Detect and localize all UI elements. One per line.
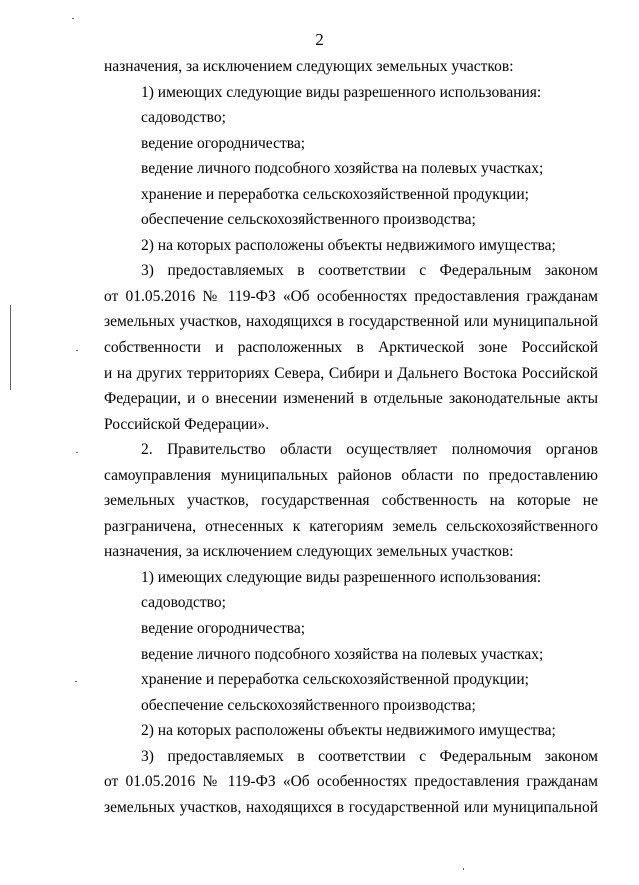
text-line: от 01.05.2016 № 119-ФЗ «Об особенностях предоставления гражданам (104, 773, 598, 791)
scan-artifact-dot (76, 452, 78, 453)
text-line: земельных участков, государственная собственность на которые не (104, 492, 598, 510)
text-line: хранение и переработка сельскохозяйственной продукции; (141, 671, 529, 689)
text-line: назначения, за исключением следующих земельных участков: (104, 58, 514, 75)
text-line: садоводство; (141, 109, 226, 127)
scan-artifact-dot (75, 681, 77, 682)
text-line: 2) на которых расположены объекты недвижимого имущества; (141, 236, 556, 254)
text-line: обеспечение сельскохозяйственного производства; (141, 211, 476, 229)
scan-artifact-dot (76, 350, 78, 351)
text-line: ведение огородничества; (141, 620, 306, 638)
text-line: садоводство; (141, 594, 226, 612)
text-line: 1) имеющих следующие виды разрешенного использования: (141, 568, 542, 586)
scan-artifact-dot (72, 18, 74, 19)
text-line: ведение огородничества; (141, 134, 306, 152)
text-line: хранение и переработка сельскохозяйственной продукции; (141, 185, 529, 203)
text-line: Федерации, и о внесении изменений в отдельные законодательные акты (104, 390, 598, 408)
scan-artifact-dot (463, 868, 464, 870)
text-line: 2. Правительство области осуществляет полномочия органов (141, 441, 598, 459)
text-line: назначения, за исключением следующих земельных участков: (104, 543, 514, 561)
text-line: и на других территориях Севера, Сибири и Дальнего Востока Российской (104, 364, 598, 382)
text-line: 3) предоставляемых в соответствии с Федеральным законом (141, 262, 598, 280)
text-line: самоуправления муниципальных районов области по предоставлению (104, 466, 598, 484)
text-line: 3) предоставляемых в соответствии с Федеральным законом (141, 747, 598, 765)
text-line: земельных участков, находящихся в государственной или муниципальной (104, 798, 598, 816)
text-line: от 01.05.2016 № 119-ФЗ «Об особенностях предоставления гражданам (104, 287, 598, 305)
page-number: 2 (315, 30, 324, 49)
text-line: Российской Федерации». (104, 415, 270, 433)
text-line: разграничена, отнесенных к категориям земель сельскохозяйственного (104, 517, 598, 535)
text-line: 1) имеющих следующие виды разрешенного использования: (141, 83, 542, 101)
text-line: собственности и расположенных в Арктической зоне Российской (104, 339, 598, 357)
scan-artifact-line (10, 305, 11, 390)
document-body (104, 54, 598, 820)
text-line: ведение личного подсобного хозяйства на полевых участках; (141, 160, 544, 178)
text-line: 2) на которых расположены объекты недвижимого имущества; (141, 722, 556, 740)
text-line: ведение личного подсобного хозяйства на полевых участках; (141, 645, 544, 663)
text-line: земельных участков, находящихся в государственной или муниципальной (104, 313, 598, 331)
text-line: обеспечение сельскохозяйственного производства; (141, 696, 476, 714)
